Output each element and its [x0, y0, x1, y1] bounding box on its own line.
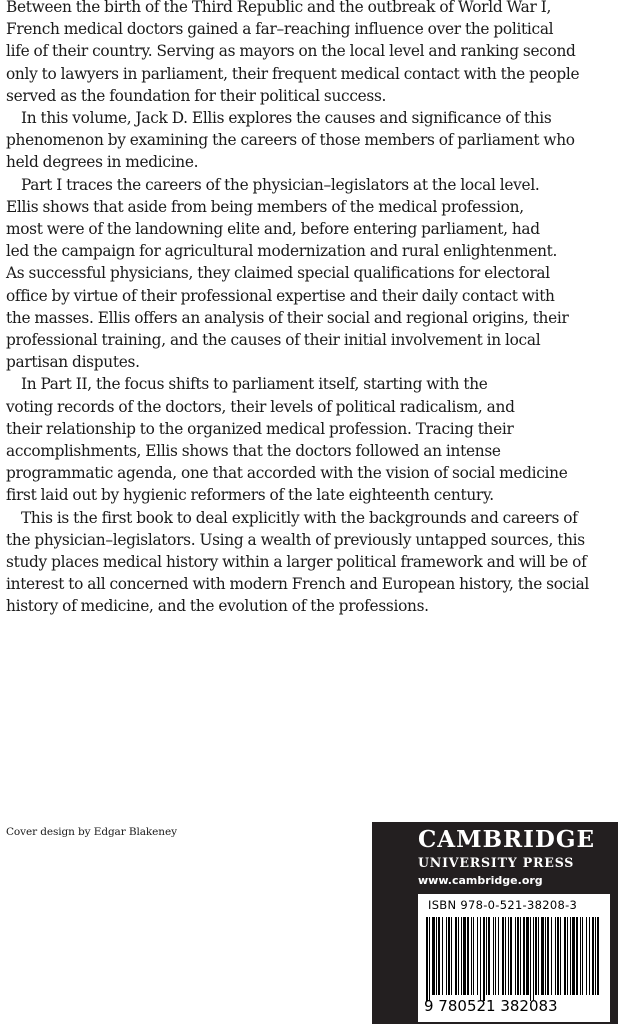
blurb-line: served as the foundation for their political success.	[6, 86, 387, 105]
blurb-paragraph	[6, 107, 618, 174]
barcode-bar	[426, 917, 428, 1001]
barcode-bar	[560, 917, 561, 995]
barcode-bar	[586, 917, 587, 995]
blurb-line: accomplishments, Ellis shows that the doctors followed an intense	[6, 442, 501, 461]
blurb-line: As successful physicians, they claimed special qualifications for electoral	[6, 264, 550, 283]
barcode-bar	[533, 917, 534, 1001]
barcode-bar	[510, 917, 512, 995]
barcode-bar	[488, 917, 490, 995]
blurb-line: history of medicine, and the evolution of the professions.	[6, 597, 429, 616]
cover-design-credit: Cover design by Edgar Blakeney	[6, 826, 177, 838]
blurb-line: Part I traces the careers of the physician–legislators at the local level.	[20, 175, 540, 194]
blurb-line: In Part II, the focus shifts to parliament itself, starting with the	[20, 375, 488, 394]
barcode-bar	[557, 917, 559, 995]
barcode-bar	[564, 917, 566, 995]
barcode-bar	[592, 917, 594, 995]
blurb-line: office by virtue of their professional expertise and their daily contact with	[6, 286, 555, 305]
blurb-paragraph	[6, 507, 618, 618]
blurb-paragraph	[6, 174, 618, 374]
barcode-bar	[429, 917, 430, 1001]
barcode-bar	[461, 917, 462, 995]
blurb-line: most were of the landowning elite and, before entering parliament, had	[6, 220, 540, 239]
barcode-bar	[446, 917, 447, 995]
publisher-name: CAMBRIDGE	[418, 826, 596, 853]
blurb-line: In this volume, Jack D. Ellis explores the causes and significance of this	[20, 109, 552, 128]
blurb-line: the masses. Ellis offers an analysis of their social and regional origins, their	[6, 308, 569, 327]
barcode-bar	[486, 917, 487, 995]
barcode-bar	[526, 917, 529, 995]
blurb-line: programmatic agenda, one that accorded with the vision of social medicine	[6, 464, 568, 483]
barcode-bar	[455, 917, 457, 995]
blurb-paragraph	[6, 0, 618, 107]
barcode-bar	[495, 917, 496, 995]
barcode-bar	[551, 917, 552, 995]
barcode-bar	[582, 917, 583, 995]
barcode-bar	[432, 917, 435, 995]
barcode-bar	[508, 917, 509, 995]
barcode-bar	[473, 917, 474, 995]
barcode-bar	[530, 917, 531, 1001]
barcode-bar	[493, 917, 494, 995]
blurb-line: French medical doctors gained a far–reaching influence over the political	[6, 20, 554, 39]
barcode-bar	[538, 917, 539, 995]
cover-blurb	[6, 0, 618, 618]
blurb-line: held degrees in medicine.	[6, 153, 199, 172]
barcode-bar	[572, 917, 575, 995]
barcode-bar	[535, 917, 537, 995]
barcode-bar	[438, 917, 440, 995]
barcode-bar	[580, 917, 581, 995]
blurb-line: phenomenon by examining the careers of those members of parliament who	[6, 131, 575, 150]
blurb-line: voting records of the doctors, their levels of political radicalism, and	[6, 397, 515, 416]
barcode-bar	[541, 917, 544, 995]
blurb-line: This is the first book to deal explicitly with the backgrounds and careers of	[20, 508, 578, 527]
barcode-bar	[451, 917, 452, 995]
publisher-website: www.cambridge.org	[418, 874, 543, 887]
blurb-line: Between the birth of the Third Republic and the outbreak of World War I,	[6, 0, 552, 16]
barcode-bar	[483, 917, 485, 1001]
publisher-subname: UNIVERSITY PRESS	[418, 855, 575, 870]
barcode-bar	[567, 917, 568, 995]
barcode-panel	[418, 894, 610, 1022]
blurb-line: interest to all concerned with modern French and European history, the social	[6, 575, 590, 594]
barcode-bar	[520, 917, 521, 995]
blurb-line: Ellis shows that aside from being members of the medical profession,	[6, 197, 524, 216]
barcode-bar	[589, 917, 590, 995]
barcode-digits: 9 780521 382083	[424, 997, 558, 1015]
barcode-bar	[498, 917, 499, 995]
barcode-bar	[463, 917, 466, 995]
barcode-image	[424, 917, 606, 1003]
barcode-bar	[547, 917, 549, 995]
publisher-logo-block	[372, 822, 618, 1024]
barcode-bar	[505, 917, 506, 995]
blurb-line: the physician–legislators. Using a wealth of previously untapped sources, this	[6, 530, 585, 549]
barcode-bar	[442, 917, 443, 995]
barcode-bar	[467, 917, 469, 995]
blurb-line: life of their country. Serving as mayors on the local level and ranking second	[6, 42, 576, 61]
barcode-bar	[458, 917, 459, 995]
blurb-line: first laid out by hygienic reformers of the late eighteenth century.	[6, 486, 494, 505]
barcode-bar	[597, 917, 599, 995]
blurb-line: partisan disputes.	[6, 353, 140, 372]
barcode-bar	[555, 917, 556, 995]
barcode-bar	[545, 917, 546, 995]
barcode-bar	[576, 917, 578, 995]
barcode-bar	[471, 917, 472, 995]
barcode-bar	[570, 917, 571, 995]
blurb-line: their relationship to the organized medical profession. Tracing their	[6, 419, 514, 438]
barcode-bar	[477, 917, 478, 995]
blurb-paragraph	[6, 373, 618, 506]
barcode-bar	[523, 917, 525, 995]
barcode-bar	[448, 917, 450, 995]
barcode-bar	[515, 917, 516, 995]
barcode-bar	[502, 917, 504, 995]
blurb-line: study places medical history within a larger political framework and will be of	[6, 553, 587, 572]
blurb-line: professional training, and the causes of their initial involvement in local	[6, 331, 541, 350]
barcode-bar	[436, 917, 437, 995]
barcode-bar	[517, 917, 519, 995]
barcode-bar	[480, 917, 481, 1001]
isbn-label: ISBN 978-0-521-38208-3	[428, 898, 578, 912]
barcode-bar	[595, 917, 596, 995]
blurb-line: only to lawyers in parliament, their frequent medical contact with the people	[6, 64, 580, 83]
blurb-line: led the campaign for agricultural modernization and rural enlightenment.	[6, 242, 558, 261]
